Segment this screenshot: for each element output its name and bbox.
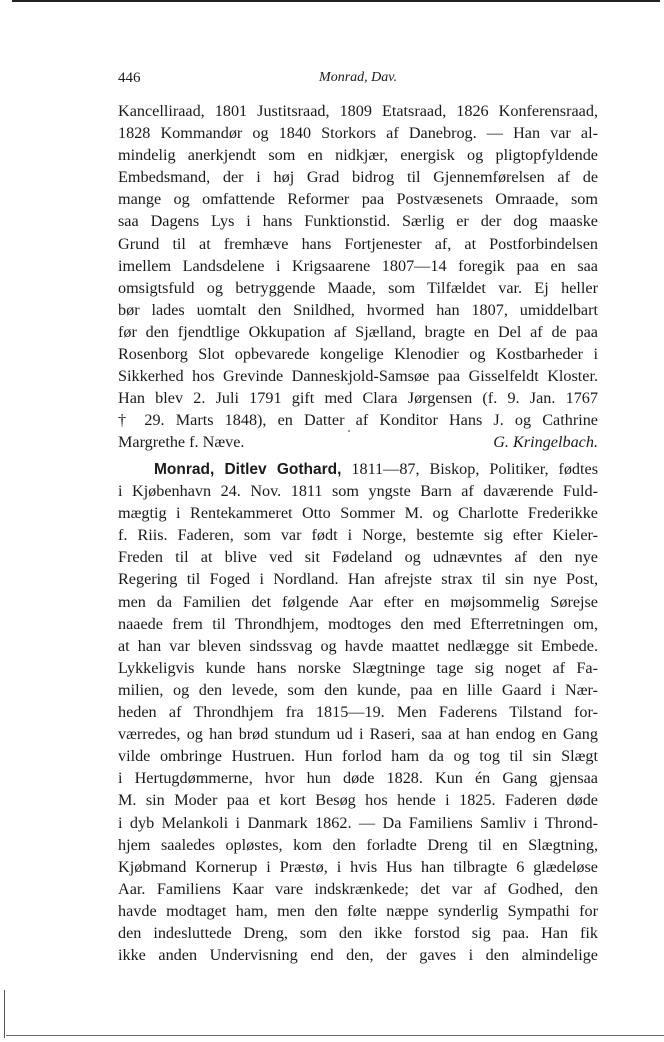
text-line: havde modtaget ham, men den følte næppe synderlig Sympathi for	[118, 901, 598, 920]
text-line: mange og omfattende Reformer paa Postvæsenets Omraade, som	[118, 190, 598, 209]
text-line: † 29. Marts 1848), en Datter af Konditor Hans J. og Cathrine	[118, 411, 598, 430]
page-bottom-edge	[6, 1035, 664, 1036]
entry-monrad-ditlev	[118, 458, 598, 966]
signature-line	[118, 431, 598, 453]
text-line: 1828 Kommandør og 1840 Storkors af Danebrog. — Han var al-	[118, 124, 598, 143]
text-line: Sikkerhed hos Grevinde Danneskjold-Samsøe paa Gisselfeldt Kloster.	[118, 367, 598, 386]
text-line: M. sin Moder paa et kort Besøg hos hende i 1825. Faderen døde	[118, 791, 598, 810]
entry-first-line	[118, 458, 598, 480]
text-line: den indesluttede Dreng, som den ikke forstod sig paa. Han fik	[118, 923, 598, 942]
author-signature: G. Kringelbach.	[493, 433, 598, 452]
text-line: ikke anden Undervisning end den, der gaves i den almindelige	[118, 946, 598, 965]
text-line: heden af Throndhjem fra 1815—19. Men Faderens Tilstand for-	[118, 703, 598, 722]
text-line: i Hertugdømmerne, hvor hun døde 1828. Kun én Gang gjensaa	[118, 769, 598, 788]
running-head: Monrad, Dav.	[319, 70, 397, 85]
text-line: at han var bleven sindssvag og havde maattet nedlægge sit Embede.	[118, 636, 598, 655]
text-line: saa Dagens Lys i hans Funktionstid. Særlig er der dog maaske	[118, 212, 598, 231]
page-top-edge	[12, 0, 660, 2]
text-line: Grund til at fremhæve hans Fortjenester af, at Postforbindelsen	[118, 234, 598, 253]
text-line: Lykkeligvis kunde hans norske Slægtninge tage sig noget af Fa-	[118, 658, 598, 677]
last-line-text: Margrethe f. Næve.	[118, 433, 245, 452]
page-number: 446	[118, 70, 141, 86]
text-line: Kjøbmand Kornerup i Præstø, i hvis Hus han tilbragte 6 glædeløse	[118, 857, 598, 876]
text-line: Embedsmand, der i høj Grad bidrog til Gjennemførelsen af de	[118, 168, 598, 187]
text-line: Aar. Familiens Kaar vare indskrænkede; det var af Godhed, den	[118, 879, 598, 898]
entry-first-line-text: 1811—87, Biskop, Politiker, fødtes	[351, 460, 598, 478]
text-line: før den fjendtlige Okkupation af Sjælland, bragte en Del af de paa	[118, 322, 598, 341]
text-line: imellem Landsdelene i Krigsaarene 1807—14 foregik paa en saa	[118, 256, 598, 275]
text-line: i dyb Melankoli i Danmark 1862. — Da Familiens Samliv i Thrond-	[118, 813, 598, 832]
text-line: Rosenborg Slot opbevarede kongelige Klenodier og Kostbarheder i	[118, 345, 598, 364]
text-line: milien, og den levede, som den kunde, paa en lille Gaard i Nær-	[118, 680, 598, 699]
text-line: i Kjøbenhavn 24. Nov. 1811 som yngste Barn af daværende Fuld-	[118, 482, 598, 501]
text-line: naaede frem til Throndhjem, modtoges den med Efterretningen om,	[118, 614, 598, 633]
text-line: mindelig anerkjendt som en nidkjær, energisk og pligtopfyldende	[118, 146, 598, 165]
text-line: hjem saaledes opløstes, kom den forladte Dreng til en Slægtning,	[118, 835, 598, 854]
page-header	[118, 70, 598, 92]
text-line: bør lades uomtalt den Snildhed, hvormed han 1807, umiddelbart	[118, 300, 598, 319]
speck	[348, 430, 350, 432]
text-line: Regering til Foged i Nordland. Han afrejste strax til sin nye Post,	[118, 570, 598, 589]
text-line: Freden til at blive ved sit Fødeland og udnævntes af den nye	[118, 548, 598, 567]
entry-heading: Monrad, Ditlev Gothard,	[154, 461, 342, 478]
text-line: mægtig i Rentekammeret Otto Sommer M. og Charlotte Frederikke	[118, 504, 598, 523]
text-line: Kancelliraad, 1801 Justitsraad, 1809 Etatsraad, 1826 Konferensraad,	[118, 102, 598, 120]
entry-continuation	[118, 100, 598, 454]
text-line: værredes, og han brød stundum ud i Raseri, saa at han endog en Gang	[118, 725, 598, 744]
text-line: vilde ombringe Hustruen. Hun forlod ham da og tog til sin Slægt	[118, 747, 598, 766]
text-line: Han blev 2. Juli 1791 gift med Clara Jørgensen (f. 9. Jan. 1767	[118, 389, 598, 408]
text-line: men da Familien det følgende Aar efter en møjsommelig Sørejse	[118, 592, 598, 611]
page-left-edge	[4, 990, 5, 1038]
text-line: omsigtsfuld og betryggende Maade, som Tilfældet var. Ej heller	[118, 278, 598, 297]
text-line: f. Riis. Faderen, som var født i Norge, bestemte sig efter Kieler-	[118, 526, 598, 545]
